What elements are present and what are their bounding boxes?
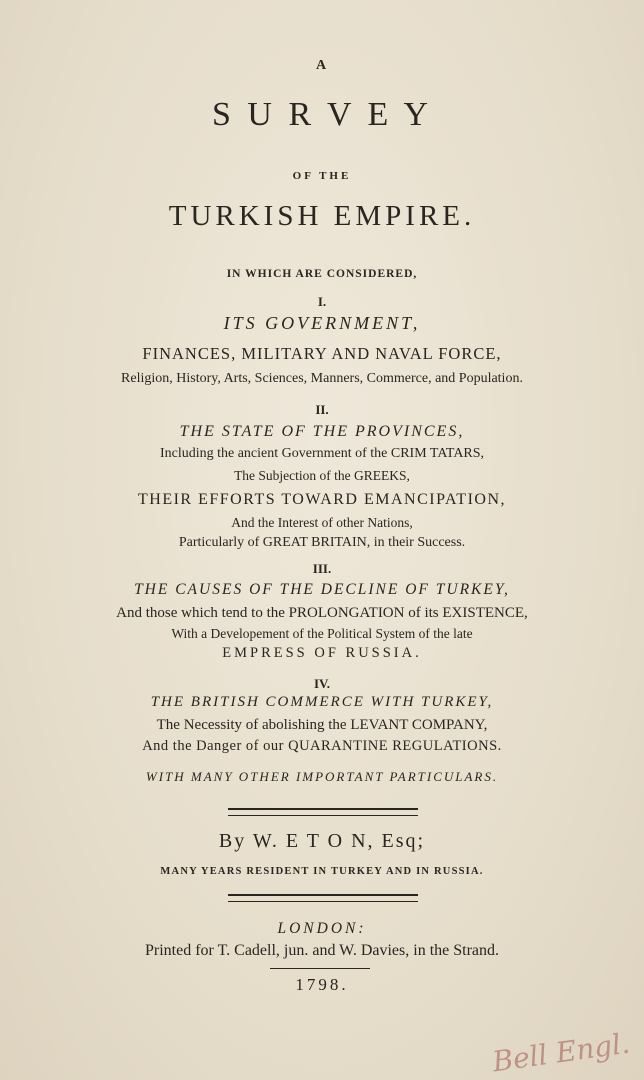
section-line: The Necessity of abolishing the LEVANT COMPANY, [156, 717, 488, 733]
city: LONDON: [277, 920, 367, 937]
section-heading-4: THE BRITISH COMMERCE WITH TURKEY, [150, 694, 494, 710]
short-rule [270, 968, 370, 969]
printer: Printed for T. Cadell, jun. and W. Davies, in the Strand. [144, 942, 500, 959]
section-line: And the Interest of other Nations, [231, 515, 413, 530]
article: A [315, 58, 329, 73]
year: 1798. [295, 975, 349, 994]
of-the: OF THE [292, 170, 352, 182]
section-line: THEIR EFFORTS TOWARD EMANCIPATION, [138, 491, 506, 508]
section-numeral-2: II. [315, 402, 329, 417]
section-line: Including the ancient Government of the CRIM TATARS, [159, 446, 485, 461]
handwritten-signature: Bell Engl. [490, 1026, 632, 1079]
empire-title: TURKISH EMPIRE. [168, 200, 476, 232]
section-heading-2: THE STATE OF THE PROVINCES, [179, 423, 465, 440]
section-numeral-1: I. [317, 294, 327, 309]
section-line: And the Danger of our QUARANTINE REGULATIONS. [142, 738, 502, 754]
section-heading-3: THE CAUSES OF THE DECLINE OF TURKEY, [134, 581, 510, 598]
considered: IN WHICH ARE CONSIDERED, [226, 268, 418, 280]
section-line: The Subjection of the GREEKS, [234, 468, 410, 483]
particulars: WITH MANY OTHER IMPORTANT PARTICULARS. [145, 769, 499, 784]
double-rule-bottom [228, 894, 418, 902]
double-rule-top [228, 808, 418, 816]
title-main: S U R V E Y [211, 96, 433, 133]
author: By W. E T O N, Esq; [218, 830, 426, 852]
section-line: EMPRESS OF RUSSIA. [222, 645, 422, 661]
section-numeral-3: III. [312, 561, 332, 576]
section-line: And those which tend to the PROLONGATION of its EXISTENCE, [116, 605, 528, 621]
section-line: FINANCES, MILITARY AND NAVAL FORCE, [142, 344, 502, 363]
section-line: Religion, History, Arts, Sciences, Manners, Commerce, and Population. [121, 371, 523, 386]
section-heading-1: ITS GOVERNMENT, [223, 313, 421, 333]
section-line: Particularly of GREAT BRITAIN, in their Success. [178, 535, 466, 550]
author-note: MANY YEARS RESIDENT IN TURKEY AND IN RUSSIA. [160, 866, 484, 877]
section-line: With a Developement of the Political System of the late [171, 626, 473, 641]
section-numeral-4: IV. [313, 676, 331, 691]
